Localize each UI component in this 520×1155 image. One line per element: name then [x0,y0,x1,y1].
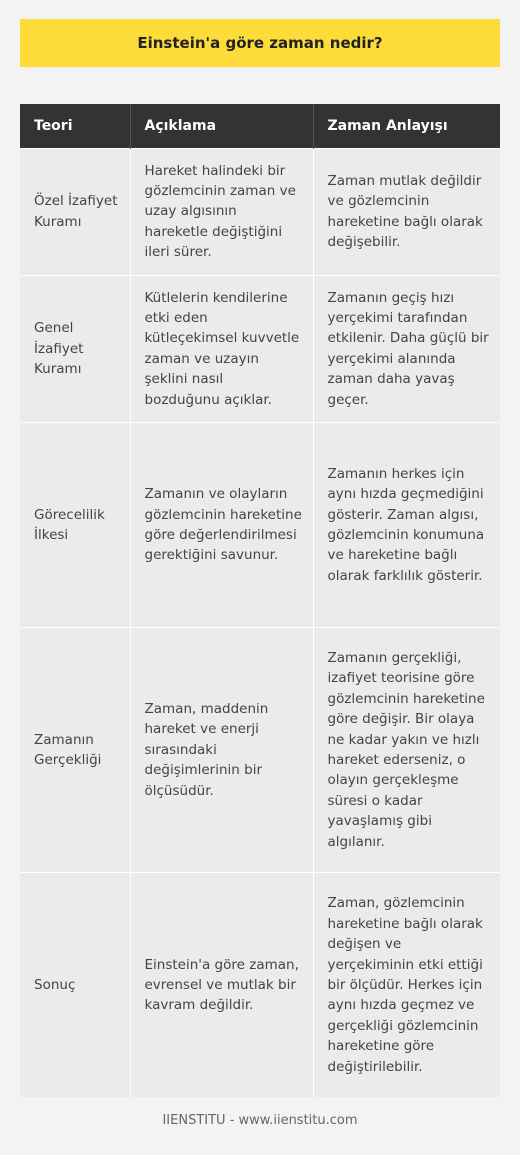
header-theory: Teori [20,104,130,148]
footer-credit: IIENSTITU - www.iienstitu.com [162,1113,358,1128]
cell-time-concept: Zaman mutlak değildir ve gözlemcinin hareketine bağlı olarak değişebilir. [313,148,500,275]
table-header-row [20,104,500,148]
cell-theory: Sonuç [20,872,130,1097]
cell-description: Einstein'a göre zaman, evrensel ve mutlak bir kavram değildir. [130,872,313,1097]
cell-description: Zamanın ve olayların gözlemcinin hareketine göre değerlendirilmesi gerektiğini savunur. [130,422,313,627]
cell-description: Kütlelerin kendilerine etki eden kütleçekimsel kuvvetle zaman ve uzayın şeklini nasıl bozduğunu açıklar. [130,275,313,422]
cell-theory: Görecelilik İlkesi [20,422,130,627]
table-row [20,275,500,422]
cell-time-concept: Zamanın gerçekliği, izafiyet teorisine göre gözlemcinin hareketine göre değişir. Bir olaya ne kadar yakın ve hızlı hareket ederseniz, o olayın gerçekleşme süresi o kadar yavaşlamış gibi algılanır. [313,627,500,872]
table-row [20,627,500,872]
theory-table [20,104,500,1097]
title-banner [20,19,500,67]
cell-time-concept: Zamanın herkes için aynı hızda geçmediğini gösterir. Zaman algısı, gözlemcinin konumuna ve hareketine bağlı olarak farklılık gösterir. [313,422,500,627]
cell-time-concept: Zaman, gözlemcinin hareketine bağlı olarak değişen ve yerçekiminin etki ettiği bir ölçüdür. Herkes için aynı hızda geçmez ve gerçekliği gözlemcinin hareketine göre değiştirilebilir. [313,872,500,1097]
table-row [20,148,500,275]
cell-time-concept: Zamanın geçiş hızı yerçekimi tarafından etkilenir. Daha güçlü bir yerçekimi alanında zaman daha yavaş geçer. [313,275,500,422]
table-row [20,872,500,1097]
cell-theory: Zamanın Gerçekliği [20,627,130,872]
cell-theory: Özel İzafiyet Kuramı [20,148,130,275]
cell-description: Zaman, maddenin hareket ve enerji sırasındaki değişimlerinin bir ölçüsüdür. [130,627,313,872]
table-row [20,422,500,627]
cell-description: Hareket halindeki bir gözlemcinin zaman ve uzay algısının hareketle değiştiğini ileri sürer. [130,148,313,275]
page-title: Einstein'a göre zaman nedir? [137,34,383,52]
header-description: Açıklama [130,104,313,148]
cell-theory: Genel İzafiyet Kuramı [20,275,130,422]
header-time-concept: Zaman Anlayışı [313,104,500,148]
